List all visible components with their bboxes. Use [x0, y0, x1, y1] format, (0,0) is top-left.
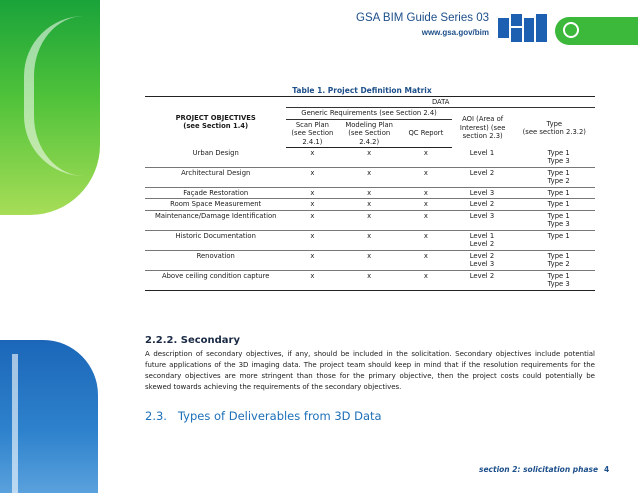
type-cell	[514, 210, 595, 230]
table-row	[145, 210, 595, 230]
modeling-plan-cell: x	[338, 199, 400, 210]
green-sweep-graphic	[24, 16, 154, 176]
objective-cell: Historic Documentation	[145, 230, 286, 250]
type-cell	[514, 250, 595, 270]
gsa-bim-logo	[498, 14, 548, 44]
modeling-plan-cell: x	[338, 250, 400, 270]
aoi-cell-line: Level 2	[469, 251, 495, 260]
scan-plan-cell: x	[286, 210, 338, 230]
table-row	[145, 187, 595, 198]
aoi-cell-line: Level 2	[469, 200, 495, 209]
scan-plan-cell: x	[286, 199, 338, 210]
type-cell-line: Type 3	[547, 157, 570, 166]
data-header: DATA	[286, 97, 595, 108]
aoi-header-line1: AOI (Area of	[462, 115, 504, 124]
objectives-header-line1: PROJECT OBJECTIVES	[175, 113, 256, 122]
qc-report-cell: x	[400, 187, 452, 198]
scan-plan-cell: x	[286, 187, 338, 198]
type-cell-line: Type 1	[547, 271, 570, 280]
scan-plan-cell: x	[286, 148, 338, 167]
aoi-cell-line: Level 3	[469, 260, 495, 269]
type-cell-line: Type 1	[547, 231, 570, 240]
objectives-header	[145, 97, 286, 148]
type-cell	[514, 187, 595, 198]
aoi-header-line3: section 2.3)	[462, 132, 503, 141]
model-header-line2: (see Section	[348, 129, 391, 138]
section-heading-deliverables: 2.3. Types of Deliverables from 3D Data	[145, 409, 382, 423]
modeling-plan-header	[338, 119, 400, 147]
table-row	[145, 199, 595, 210]
aoi-cell-line: Level 1	[469, 231, 495, 240]
table-row	[145, 148, 595, 167]
aoi-cell	[452, 148, 514, 167]
type-cell-line: Type 1	[547, 168, 570, 177]
table-row	[145, 250, 595, 270]
aoi-cell-line: Level 3	[469, 211, 495, 220]
objectives-header-line2: (see Section 1.4)	[183, 122, 249, 131]
scan-header-line2: (see Section	[291, 129, 334, 138]
type-cell-line: Type 1	[547, 200, 570, 209]
table-row	[145, 167, 595, 187]
matrix-body	[145, 148, 595, 290]
section-heading-secondary: 2.2.2. Secondary	[145, 335, 241, 346]
objective-cell: Renovation	[145, 250, 286, 270]
scan-header-line1: Scan Plan	[295, 120, 329, 129]
type-cell-line: Type 1	[547, 251, 570, 260]
aoi-cell-line: Level 2	[469, 168, 495, 177]
modeling-plan-cell: x	[338, 210, 400, 230]
aoi-cell	[452, 199, 514, 210]
scan-plan-header	[286, 119, 338, 147]
type-cell	[514, 148, 595, 167]
type-cell-line: Type 1	[547, 211, 570, 220]
modeling-plan-cell: x	[338, 167, 400, 187]
scan-header-line3: 2.4.1)	[302, 137, 323, 146]
generic-requirements-header: Generic Requirements (see Section 2.4)	[286, 108, 451, 119]
scan-plan-cell: x	[286, 250, 338, 270]
circle-icon	[563, 22, 579, 38]
qc-report-cell: x	[400, 230, 452, 250]
objective-cell: Room Space Measurement	[145, 199, 286, 210]
qc-report-cell: x	[400, 199, 452, 210]
type-cell-line: Type 3	[547, 280, 570, 289]
project-definition-matrix	[145, 96, 595, 291]
type-header-line2: (see section 2.3.2)	[522, 128, 586, 137]
table-caption: Table 1. Project Definition Matrix	[292, 86, 432, 95]
model-header-line3: 2.4.2)	[359, 137, 380, 146]
type-cell	[514, 199, 595, 210]
qc-report-cell: x	[400, 167, 452, 187]
secondary-paragraph: A description of secondary objectives, if any, should be included in the solicitation. Secondary objectives include potential future applications of the 3D imaging data. The project team should keep in mind that if the resolution requirements for the secondary objectives are more stringent than those for the primary objective, then the project costs could potentially be skewed towards achieving the requirements of the secondary objectives.	[145, 350, 595, 391]
type-cell-line: Type 1	[547, 148, 570, 157]
table-row	[145, 230, 595, 250]
objective-cell: Façade Restoration	[145, 187, 286, 198]
aoi-cell	[452, 210, 514, 230]
series-title: GSA BIM Guide Series 03	[356, 12, 489, 24]
scan-plan-cell: x	[286, 230, 338, 250]
scan-plan-cell: x	[286, 167, 338, 187]
footer-section-label: section 2: solicitation phase	[479, 465, 599, 474]
aoi-cell	[452, 167, 514, 187]
aoi-cell	[452, 187, 514, 198]
type-cell-line: Type 3	[547, 220, 570, 229]
aoi-header-line2: Interest) (see	[459, 123, 506, 132]
objective-cell: Maintenance/Damage Identification	[145, 210, 286, 230]
series-url[interactable]: www.gsa.gov/bim	[421, 28, 489, 37]
modeling-plan-cell: x	[338, 230, 400, 250]
type-cell-line: Type 2	[547, 260, 570, 269]
qc-report-cell: x	[400, 270, 452, 290]
modeling-plan-cell: x	[338, 148, 400, 167]
type-header-line1: Type	[546, 119, 563, 128]
model-header-line1: Modeling Plan	[345, 120, 393, 129]
aoi-cell	[452, 230, 514, 250]
modeling-plan-cell: x	[338, 270, 400, 290]
type-header	[514, 108, 595, 148]
type-cell-line: Type 1	[547, 188, 570, 197]
aoi-header	[452, 108, 514, 148]
qc-report-cell: x	[400, 148, 452, 167]
table-row	[145, 270, 595, 290]
aoi-cell	[452, 270, 514, 290]
aoi-cell-line: Level 2	[469, 240, 495, 249]
aoi-cell-line: Level 1	[469, 148, 495, 157]
blue-stripe-graphic	[12, 354, 18, 493]
aoi-cell-line: Level 3	[469, 188, 495, 197]
aoi-cell-line: Level 2	[469, 271, 495, 280]
objective-cell: Architectural Design	[145, 167, 286, 187]
qc-report-cell: x	[400, 210, 452, 230]
type-cell	[514, 270, 595, 290]
scan-plan-cell: x	[286, 270, 338, 290]
aoi-cell	[452, 250, 514, 270]
objective-cell: Urban Design	[145, 148, 286, 167]
type-cell	[514, 167, 595, 187]
modeling-plan-cell: x	[338, 187, 400, 198]
type-cell-line: Type 2	[547, 177, 570, 186]
objective-cell: Above ceiling condition capture	[145, 270, 286, 290]
qc-report-header: QC Report	[400, 119, 452, 147]
type-cell	[514, 230, 595, 250]
page-number: 4	[604, 465, 610, 474]
qc-report-cell: x	[400, 250, 452, 270]
